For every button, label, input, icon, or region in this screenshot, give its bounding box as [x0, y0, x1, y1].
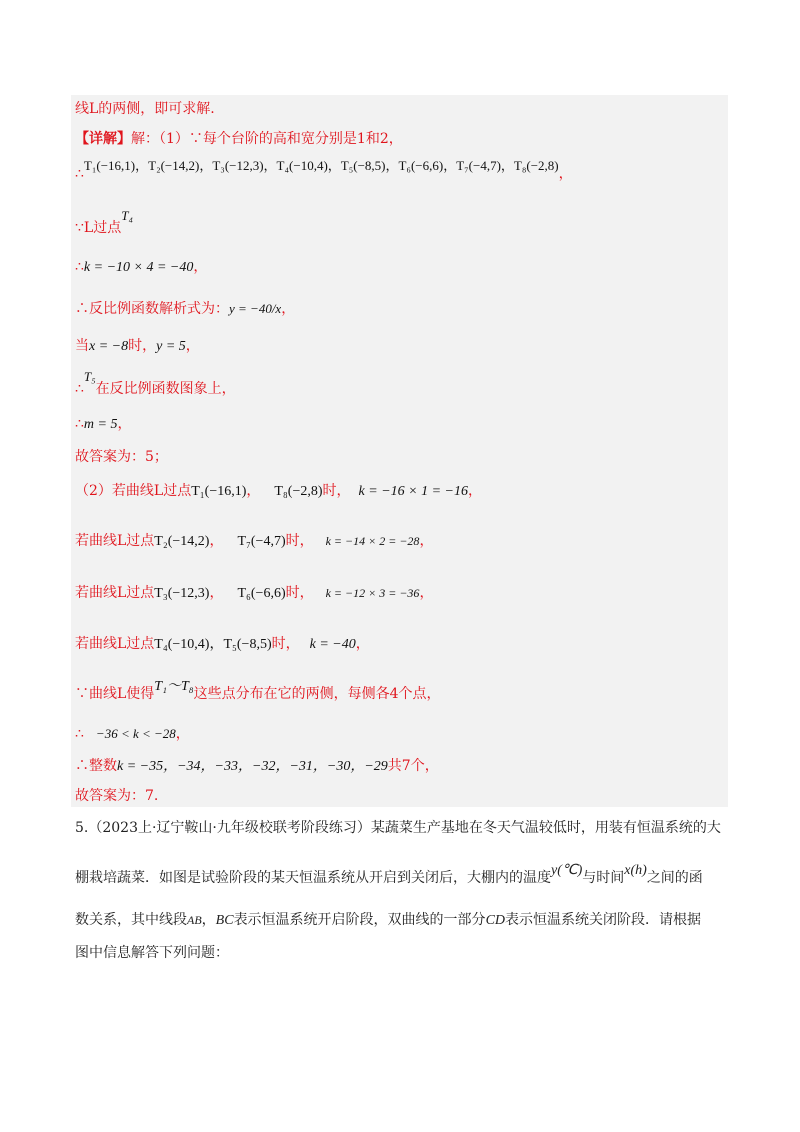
answer-line-15 — [75, 679, 441, 705]
answer-line-4 — [75, 208, 133, 238]
punct: ， — [175, 726, 190, 742]
math-function: y = −40/x — [229, 301, 282, 316]
answer-line-6 — [75, 299, 295, 319]
answer-text: ∵L过点 — [75, 220, 122, 236]
punct: ， — [209, 585, 224, 601]
math-t5: T₅ — [83, 369, 96, 384]
punct: ， — [558, 166, 573, 182]
math-t4: T₄ — [121, 208, 133, 223]
answer-text: 当 — [75, 338, 89, 354]
answer-text: 解：（1）∵每个台阶的高和宽分别是1和2， — [131, 131, 403, 147]
question-text: 之间的函 — [646, 870, 703, 886]
answer-line-18 — [75, 786, 158, 806]
answer-line-16 — [75, 724, 190, 744]
answer-line-1 — [75, 99, 215, 119]
question-text: 表示恒温系统开启阶段，双曲线的一部分 — [233, 912, 486, 928]
math-segment-cd: CD — [485, 913, 506, 928]
therefore-symbol: ∴ — [75, 416, 84, 432]
answer-line-12 — [75, 531, 433, 552]
answer-line-3 — [75, 158, 573, 184]
math-k-value: k = −16 × 1 = −16 — [358, 484, 468, 499]
detail-tag: 【详解】 — [75, 131, 131, 147]
answer-text: 共7个， — [387, 758, 439, 774]
answer-text: 故答案为：5； — [75, 449, 168, 465]
therefore-symbol: ∴ — [75, 381, 84, 397]
math-point: T₆(−6,6) — [237, 586, 286, 601]
answer-line-14 — [75, 634, 370, 655]
math-point: T₂(−14,2) — [154, 534, 210, 549]
punct: ， — [193, 259, 208, 275]
math-point: T₃(−12,3) — [154, 586, 210, 601]
answer-line-7 — [75, 336, 200, 357]
question-text: 图中信息解答下列问题： — [75, 945, 229, 961]
punct: ， — [246, 483, 261, 499]
question-text: 数关系，其中线段 — [75, 912, 187, 928]
math-y: y = 5 — [156, 339, 186, 354]
math-x: x = −8 — [89, 339, 129, 354]
therefore-symbol: ∴ — [75, 166, 84, 182]
answer-text: （2）若曲线L过点 — [75, 483, 192, 499]
answer-text: 在反比例函数图象上， — [95, 381, 236, 397]
answer-line-9 — [75, 414, 131, 435]
answer-text: 若曲线L过点 — [75, 636, 155, 652]
math-k-value: k = −14 × 2 = −28 — [325, 534, 420, 548]
answer-line-13 — [75, 583, 433, 604]
answer-line-5 — [75, 257, 207, 278]
answer-text: ∴整数 — [75, 758, 117, 774]
punct: ， — [209, 533, 224, 549]
punct: ， — [201, 912, 216, 928]
answer-text: ∵曲线L使得 — [75, 686, 155, 702]
punct: ， — [117, 416, 132, 432]
punct: ， — [185, 338, 200, 354]
punct: ， — [419, 585, 434, 601]
math-point: T₈(−2,8) — [274, 484, 323, 499]
math-segment-ab: AB — [187, 913, 202, 927]
math-range: T₁～T₈ — [154, 679, 194, 694]
answer-text: 线L的两侧，即可求解. — [75, 101, 215, 117]
therefore-symbol: ∴ — [75, 726, 84, 742]
question-text: 5.（2023上·辽宁鞍山·九年级校联考阶段练习）某蔬菜生产基地在冬天气温较低时，用装有恒温系统的大 — [75, 820, 721, 836]
answer-text: 故答案为：7. — [75, 788, 159, 804]
question-line-3 — [75, 910, 701, 931]
answer-text: 若曲线L过点 — [75, 533, 155, 549]
answer-line-8 — [75, 369, 236, 399]
math-y-temp: y(℃) — [551, 863, 583, 878]
answer-text: 这些点分布在它的两侧，每侧各4个点， — [193, 686, 441, 702]
math-k-value: k = −12 × 3 = −36 — [325, 586, 420, 600]
math-segment-bc: BC — [215, 913, 234, 928]
answer-line-11 — [75, 481, 482, 502]
math-m: m = 5 — [83, 417, 118, 432]
answer-text: 时， — [285, 533, 314, 549]
answer-text: 时， — [285, 585, 314, 601]
punct: ， — [467, 483, 482, 499]
question-text: 与时间 — [582, 870, 625, 886]
punct: ， — [355, 636, 370, 652]
punct: ， — [419, 533, 434, 549]
math-k-value: k = −40 — [309, 637, 356, 652]
math-integers: k = −35，−34，−33，−32，−31，−30，−29 — [117, 759, 388, 774]
answer-text: ∴反比例函数解析式为： — [75, 301, 229, 317]
math-points-list: T₁(−16,1)，T₂(−14,2)，T₃(−12,3)，T₄(−10,4)，T₅(−8,5)，T₆(−6,6)，T₇(−4,7)，T₈(−2,8) — [83, 158, 559, 173]
question-line-2 — [75, 863, 703, 889]
punct: ， — [281, 301, 296, 317]
question-text: 表示恒温系统关闭阶段．请根据 — [505, 912, 702, 928]
answer-line-17 — [75, 756, 439, 777]
math-x-time: x(h) — [624, 863, 647, 878]
answer-text: 若曲线L过点 — [75, 585, 155, 601]
answer-line-10 — [75, 447, 168, 467]
math-point: T₁(−16,1) — [191, 484, 247, 499]
answer-text: 时， — [271, 636, 300, 652]
answer-line-2 — [75, 129, 403, 149]
question-line-1 — [75, 818, 721, 838]
question-line-4 — [75, 943, 229, 963]
answer-text: 时， — [128, 338, 157, 354]
math-inequality: −36 < k < −28 — [95, 726, 176, 741]
question-text: 棚栽培蔬菜．如图是试验阶段的某天恒温系统从开启到关闭后，大棚内的温度 — [75, 870, 551, 886]
math-k-value: k = −10 × 4 = −40 — [83, 260, 194, 275]
therefore-symbol: ∴ — [75, 259, 84, 275]
math-point: T₄(−10,4)，T₅(−8,5) — [154, 637, 272, 652]
answer-text: 时， — [322, 483, 351, 499]
math-point: T₇(−4,7) — [237, 534, 286, 549]
